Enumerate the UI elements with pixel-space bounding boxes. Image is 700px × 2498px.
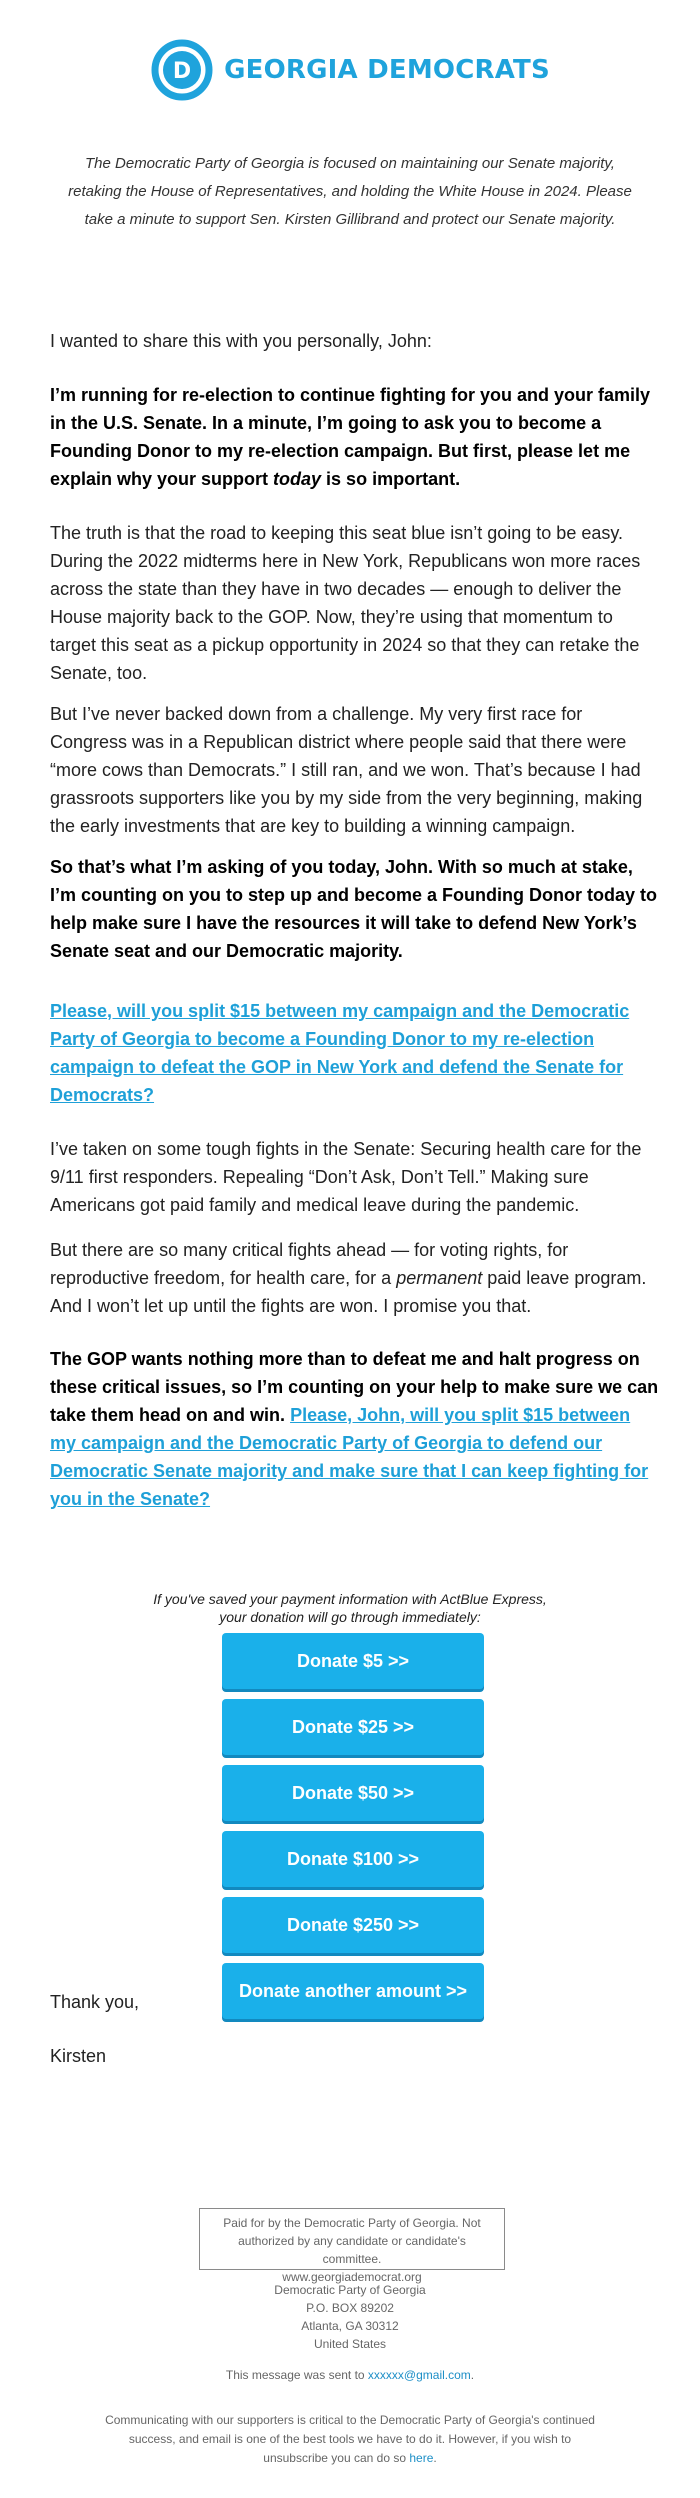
paragraph-2: The truth is that the road to keeping this seat blue isn’t going to be easy. During the 2022 midterms here in New York, Republicans won more races across the state than they have in two decades — enough to deliver the House majority back to the GOP. Now, they’re using that momentum to target this seat as a pickup opportunity in 2024 so that they can retake the Senate, too. xyxy=(50,523,641,683)
donate-link-paragraph xyxy=(50,997,660,1109)
paragraph-6-text-a: But there are so many critical fights ahead — for voting rights, for reproductive freedom, for health care, for a xyxy=(50,1240,569,1288)
sent-to-notice xyxy=(0,2366,700,2384)
donate-250-button[interactable]: Donate $250 >> xyxy=(222,1897,484,1953)
logo-letter: D xyxy=(172,59,192,84)
recipient-email[interactable]: xxxxxx@gmail.com xyxy=(367,2368,471,2382)
paid-for-disclaimer xyxy=(199,2208,505,2284)
closing: Thank you, xyxy=(50,1992,140,2012)
donate-25-button[interactable]: Donate $25 >> xyxy=(222,1699,484,1755)
unsubscribe-text: Communicating with our supporters is critical to the Democratic Party of Georgia's continued success, and email is one of the best tools we have to do it. However, if you wish to unsubscribe you can do so xyxy=(105,2413,595,2465)
georgia-democrats-logo-icon xyxy=(150,38,214,102)
paragraph-5: I’ve taken on some tough fights in the Senate: Securing health care for the 9/11 first responders. Repealing “Don’t Ask, Don’t Tell.” Making sure Americans got paid family and medical leave during the pandemic. xyxy=(50,1139,642,1215)
paragraph-7-bold: The GOP wants nothing more than to defeat me and halt progress on these critical issues, so I’m counting on your help to make sure we can take them head on and win. xyxy=(50,1349,659,1425)
donate-50-button[interactable]: Donate $50 >> xyxy=(222,1765,484,1821)
intro-text: The Democratic Party of Georgia is focused on maintaining our Senate majority, retaking the House of Representatives, and holding the White House in 2024. Please take a minute to support Sen. Kirsten Gillibrand and protect our Senate majority. xyxy=(68,155,632,228)
paragraph-1-text-a: I’m running for re-election to continue fighting for you and your family in the U.S. Senate. In a minute, I’m going to ask you to become a Founding Donor to my re-election campaign. But first, please let me explain why your support xyxy=(50,385,651,489)
address-line: United States xyxy=(313,2337,387,2351)
mailing-address xyxy=(0,2281,700,2353)
unsubscribe-end: . xyxy=(433,2451,437,2465)
sent-to-suffix: . xyxy=(470,2368,475,2382)
express-note-line-1: If you've saved your payment information with ActBlue Express, xyxy=(153,1591,547,1607)
address-line: P.O. BOX 89202 xyxy=(306,2301,394,2315)
split-donation-link[interactable]: Please, will you split $15 between my campaign and the Democratic Party of Georgia to become a Founding Donor to my re-election campaign to defeat the GOP in New York and defend the Senate for Democrats? xyxy=(50,1001,630,1105)
signature: Kirsten xyxy=(50,2046,107,2066)
paid-for-text: Paid for by the Democratic Party of Georgia. Not authorized by any candidate or candidate's committee. xyxy=(223,2216,481,2266)
unsubscribe-link[interactable]: here xyxy=(409,2451,434,2465)
brand-name: GEORGIA DEMOCRATS xyxy=(224,55,550,85)
paragraph-1-text-b: is so important. xyxy=(321,469,461,489)
paragraph-6-text-b: paid leave program. And I won’t let up until the fights are won. I promise you that. xyxy=(50,1268,647,1316)
sent-to-prefix: This message was sent to xyxy=(225,2368,368,2382)
address-line: Democratic Party of Georgia xyxy=(274,2283,426,2297)
express-note-line-2: your donation will go through immediately: xyxy=(219,1609,481,1625)
donate-100-button[interactable]: Donate $100 >> xyxy=(222,1831,484,1887)
header-logo[interactable] xyxy=(0,38,700,102)
paragraph-4: So that’s what I’m asking of you today, John. With so much at stake, I’m counting on you to step up and become a Founding Donor today to help make sure I have the resources it will take to defend New York’s Senate seat and our Democratic majority. xyxy=(50,857,657,961)
donate-5-button[interactable]: Donate $5 >> xyxy=(222,1633,484,1689)
paragraph-6 xyxy=(50,1236,660,1320)
unsubscribe-notice xyxy=(100,2411,600,2468)
paragraph-7 xyxy=(50,1345,660,1513)
address-line: Atlanta, GA 30312 xyxy=(301,2319,399,2333)
donate-other-amount-button[interactable]: Donate another amount >> xyxy=(222,1963,484,2019)
paid-for-website[interactable]: www.georgiademocrat.org xyxy=(282,2270,422,2284)
keep-fighting-donation-link[interactable]: Please, John, will you split $15 between my campaign and the Democratic Party of Georgia to defend our Democratic Senate majority and make sure that I can keep fighting for you in the Senate? xyxy=(50,1405,649,1509)
greeting: I wanted to share this with you personally, John: xyxy=(50,331,432,351)
paragraph-3: But I’ve never backed down from a challenge. My very first race for Congress was in a Republican district where people said that there were “more cows than Democrats.” I still ran, and we won. That’s because I had grassroots supporters like you by my side from the very beginning, making the early investments that are key to building a winning campaign. xyxy=(50,704,643,836)
paragraph-1-emphasis: today xyxy=(273,469,322,489)
actblue-express-note xyxy=(100,1590,600,1626)
paragraph-1 xyxy=(50,381,660,493)
paragraph-6-emphasis: permanent xyxy=(396,1268,483,1288)
